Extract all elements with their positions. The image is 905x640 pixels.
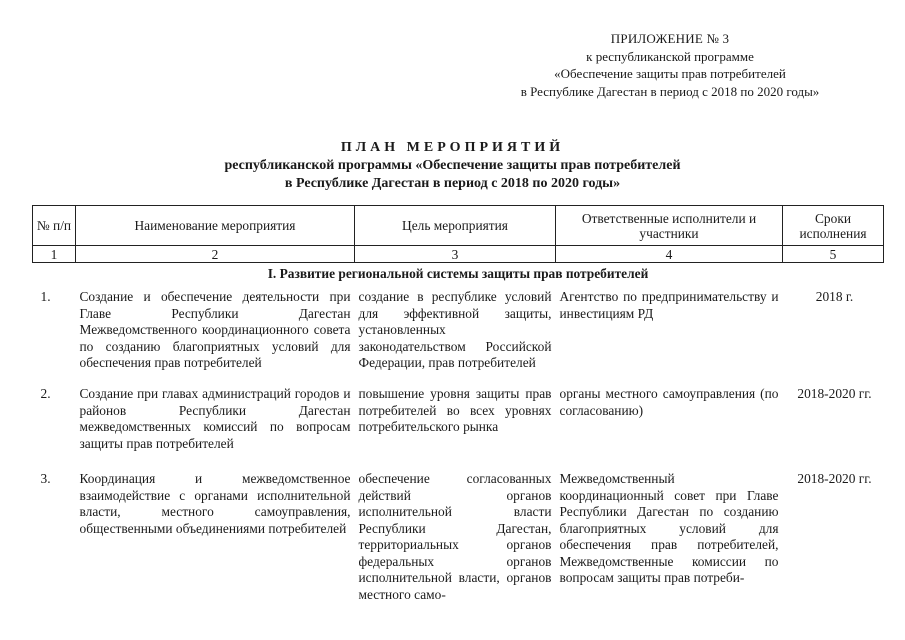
document-subtitle xyxy=(0,157,905,193)
appendix-title: ПРИЛОЖЕНИЕ № 3 xyxy=(610,31,730,46)
row-deadline: 2018-2020 гг. xyxy=(797,386,872,401)
header-deadline: Сроки исполнения xyxy=(783,206,884,246)
row-goal: повышение уровня защиты прав потребителей во всех уровнях потребительского рынка xyxy=(358,386,552,434)
appendix-line: к республиканской программе xyxy=(586,48,754,64)
appendix-block xyxy=(440,30,900,100)
column-number: 3 xyxy=(355,246,556,263)
row-name: Создание и обеспечение деятельности при Главе Республики Дагестан Межведомственного координационного совета по созданию благоприятных условий для обеспечения прав потребителей xyxy=(79,289,351,370)
row-executors: органы местного самоуправления (по согласованию) xyxy=(559,386,779,418)
table-row xyxy=(33,376,884,461)
column-number-row xyxy=(33,246,884,263)
row-deadline: 2018 г. xyxy=(815,289,854,304)
row-number: 1. xyxy=(40,289,51,304)
subtitle-line: в Республике Дагестан в период с 2018 по 2020 годы» xyxy=(284,176,621,191)
table-row xyxy=(33,461,884,604)
appendix-line: «Обеспечение защиты прав потребителей xyxy=(554,66,786,81)
row-name: Координация и межведомственное взаимодействие с органами исполнительной власти, местного самоуправления, общественными объединениями потребителей xyxy=(79,471,351,536)
column-number: 5 xyxy=(783,246,884,263)
row-goal: обеспечение согласованных действий органов исполнительной власти Республики Дагестан, территориальных органов федеральных органов исполнительной власти, органов местного само- xyxy=(358,471,552,602)
section-row xyxy=(33,263,884,286)
row-name: Создание при главах администраций городов и районов Республики Дагестан межведомственных комиссий по вопросам защиты прав потребителей xyxy=(79,386,351,451)
header-number: № п/п xyxy=(33,206,76,246)
section-title: I. Развитие региональной системы защиты прав потребителей xyxy=(267,266,649,281)
row-number: 3. xyxy=(40,471,51,486)
plan-table xyxy=(32,205,884,604)
table-row xyxy=(33,285,884,376)
row-goal: создание в республике условий для эффективной защиты, установленных законодательством Российской Федерации, прав потребителей xyxy=(358,289,552,370)
row-deadline: 2018-2020 гг. xyxy=(797,471,872,486)
column-number: 2 xyxy=(76,246,355,263)
header-executors: Ответственные исполнители и участники xyxy=(556,206,783,246)
document-title: ПЛАН МЕРОПРИЯТИЙ xyxy=(340,140,565,155)
column-number: 1 xyxy=(33,246,76,263)
row-executors: Межведомственный координационный совет при Главе Республики Дагестан по созданию благоприятных условий для обеспечения прав потребителей, Межведомственные комиссии по вопросам защиты прав потреби- xyxy=(559,471,779,585)
subtitle-line: республиканской программы «Обеспечение защиты прав потребителей xyxy=(224,158,681,173)
row-number: 2. xyxy=(40,386,51,401)
appendix-line: в Республике Дагестан в период с 2018 по 2020 годы» xyxy=(520,83,820,99)
header-row xyxy=(33,206,884,246)
header-name: Наименование мероприятия xyxy=(76,206,355,246)
row-executors: Агентство по предпринимательству и инвестициям РД xyxy=(559,289,779,321)
header-goal: Цель мероприятия xyxy=(355,206,556,246)
column-number: 4 xyxy=(556,246,783,263)
